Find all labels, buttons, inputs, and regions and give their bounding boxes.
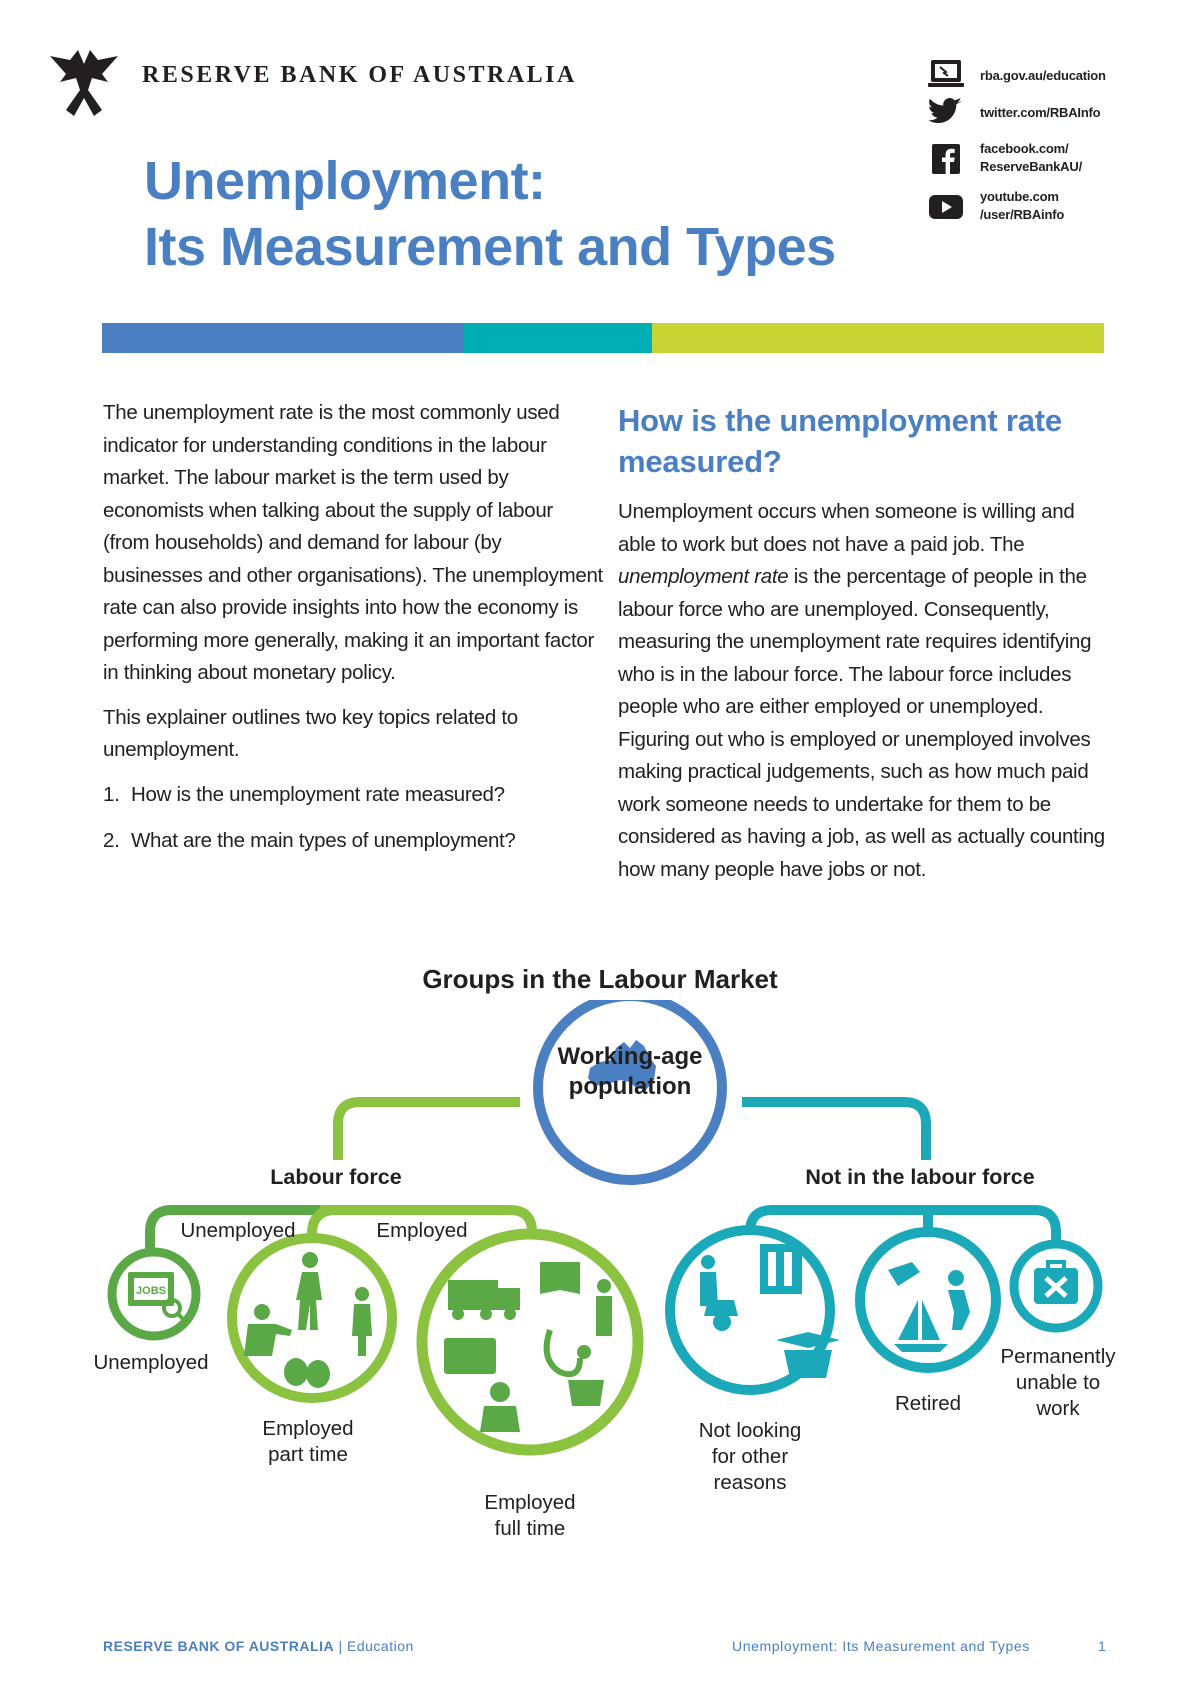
- part-time-line2: part time: [268, 1443, 348, 1466]
- social-twitter-text: twitter.com/RBAInfo: [980, 105, 1101, 120]
- section-body-emphasis: unemployment rate: [618, 565, 789, 588]
- list-text: What are the main types of unemployment?: [131, 829, 516, 852]
- part-time-line1: Employed: [262, 1417, 354, 1440]
- social-facebook-text: [980, 140, 1082, 176]
- social-youtube-text: [980, 188, 1064, 224]
- social-facebook-line1: facebook.com/: [980, 141, 1069, 156]
- page-title: [144, 148, 924, 280]
- unable-line3: work: [1036, 1397, 1080, 1420]
- labour-market-diagram: [0, 1000, 1200, 1580]
- unable-line2: unable to: [1015, 1371, 1101, 1394]
- footer-brand: [103, 1638, 414, 1654]
- connector-labour-force: [338, 1102, 520, 1160]
- node-unable-label: [986, 1344, 1130, 1422]
- section-heading: How is the unemployment rate measured?: [618, 403, 1062, 479]
- working-age-line2: population: [568, 1073, 692, 1100]
- node-full-time-label: [450, 1490, 610, 1542]
- social-website-text: rba.gov.au/education: [980, 68, 1106, 83]
- twitter-icon: [928, 96, 964, 128]
- facebook-icon: [928, 144, 964, 176]
- node-retired-label: Retired: [894, 1392, 962, 1415]
- working-age-label: [530, 1042, 730, 1102]
- social-youtube[interactable]: [928, 186, 1168, 226]
- connector-not-in-labour-force: [742, 1102, 926, 1160]
- list-number: 1.: [103, 782, 120, 806]
- jobs-sign: JOBS: [136, 1285, 166, 1297]
- footer-doc-title: Unemployment: Its Measurement and Types: [732, 1638, 1030, 1654]
- list-number: 2.: [103, 829, 120, 852]
- branch-unemployed-label: Unemployed: [180, 1219, 296, 1242]
- not-looking-line3: reasons: [713, 1471, 787, 1494]
- intro-paragraph-2: This explainer outlines two key topics related to unemployment.: [103, 705, 518, 761]
- branch-employed-label: Employed: [376, 1219, 468, 1242]
- node-part-time-label: [228, 1416, 388, 1468]
- measurement-section: [618, 400, 1108, 886]
- youtube-icon: [928, 192, 964, 224]
- intro-paragraph-1: The unemployment rate is the most commonly used indicator for understanding conditions in the labour market. The labour market is the term used by economists when talking about the supply of labour (from households) and demand for labour (by businesses and other organisations). The unemployment rate can also provide insights into how the economy is performing more generally, making it an important factor in thinking about monetary policy.: [103, 401, 603, 684]
- section-body: [618, 496, 1108, 886]
- list-item: [103, 779, 603, 812]
- social-facebook-line2: ReserveBankAU/: [980, 159, 1082, 174]
- footer-section: Education: [347, 1638, 414, 1654]
- labour-force-label: Labour force: [270, 1165, 402, 1189]
- not-looking-line1: Not looking: [698, 1419, 802, 1442]
- footer-separator: |: [338, 1638, 343, 1654]
- diagram-title: Groups in the Labour Market: [422, 964, 778, 994]
- title-line-1: Unemployment:: [144, 151, 546, 211]
- rba-logo: [48, 50, 120, 116]
- full-time-line2: full time: [494, 1517, 566, 1540]
- not-looking-line2: for other: [711, 1445, 789, 1468]
- not-in-labour-force-label: Not in the labour force: [805, 1165, 1035, 1189]
- section-body-text: Unemployment occurs when someone is willing and able to work but does not have a paid job. The: [618, 500, 1075, 556]
- brand-name: RESERVE BANK OF AUSTRALIA: [142, 62, 577, 88]
- node-not-looking-label: [670, 1418, 830, 1496]
- color-bar: [102, 323, 1104, 353]
- social-twitter[interactable]: [928, 96, 1168, 136]
- title-line-2: Its Measurement and Types: [144, 217, 836, 277]
- social-youtube-line2: /user/RBAinfo: [980, 207, 1065, 222]
- unable-line1: Permanently: [1000, 1345, 1116, 1368]
- page-number: 1: [1098, 1638, 1106, 1654]
- color-bar-teal: [464, 323, 652, 353]
- color-bar-blue: [102, 323, 464, 353]
- color-bar-lime: [652, 323, 1104, 353]
- social-website[interactable]: [928, 56, 1168, 96]
- list-text: How is the unemployment rate measured?: [131, 782, 505, 806]
- social-youtube-line1: youtube.com: [980, 189, 1059, 204]
- social-facebook[interactable]: [928, 140, 1168, 180]
- list-item: [103, 825, 603, 858]
- footer-brand-name: RESERVE BANK OF AUSTRALIA: [103, 1638, 335, 1654]
- intro-column: [103, 397, 603, 872]
- node-unemployed-label: Unemployed: [93, 1351, 209, 1374]
- working-age-line1: Working-age: [557, 1043, 703, 1070]
- full-time-line1: Employed: [484, 1491, 576, 1514]
- laptop-icon: [928, 58, 964, 90]
- section-body-text: is the percentage of people in the labour force who are unemployed. Consequently, measuring the unemployment rate requires identifying who is in the labour force. The labour force includes people who are either employed or unemployed. Figuring out who is employed or unemployed involves making practical judgements, such as how much paid work someone needs to undertake for them to be considered as having a job, as well as actually counting how many people have jobs or not.: [618, 565, 1105, 881]
- topic-list: [103, 779, 603, 858]
